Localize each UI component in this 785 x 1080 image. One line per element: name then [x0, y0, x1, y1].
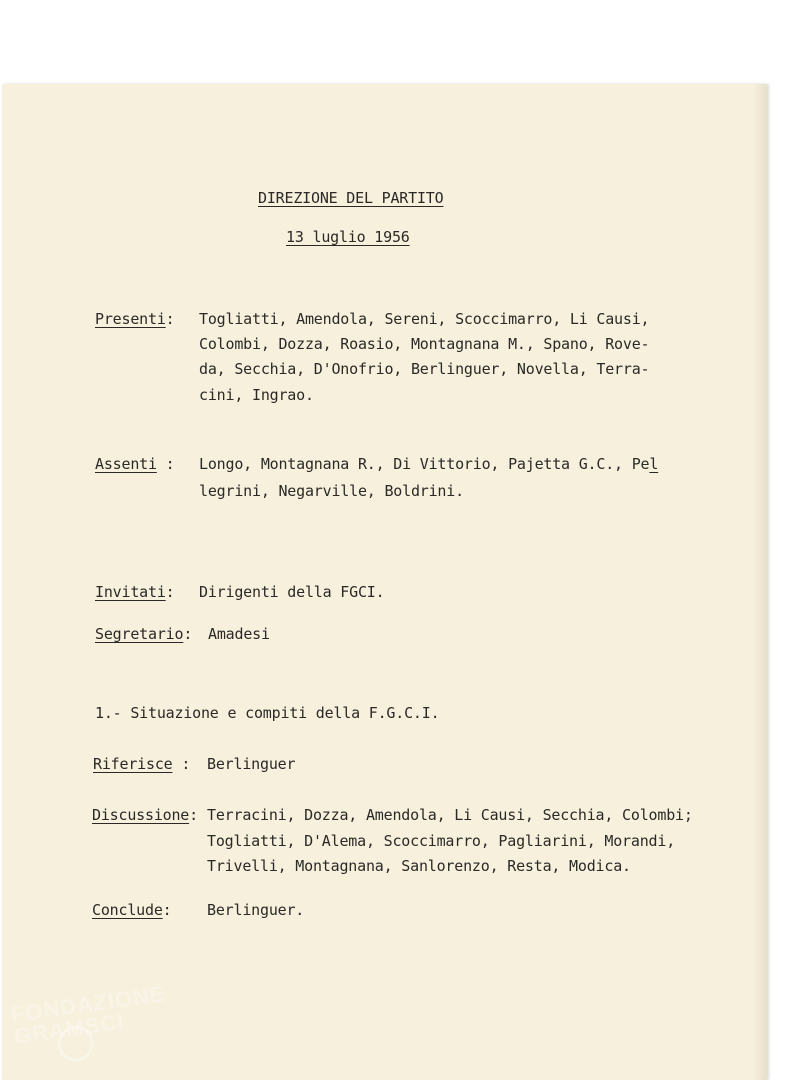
assenti-heading — [95, 455, 175, 473]
invitati-heading — [95, 583, 175, 601]
segretario-separator: : — [183, 625, 193, 643]
presenti-label: Presenti — [95, 310, 166, 328]
watermark-text: FONDAZIONE GRAMSCI — [9, 980, 167, 1049]
riferisce-heading — [93, 755, 190, 773]
conclude-label: Conclude — [92, 901, 163, 919]
presenti-heading — [95, 310, 175, 328]
assenti-line-1-underlined: l — [649, 455, 659, 473]
assenti-separator: : — [156, 455, 175, 473]
riferisce-separator: : — [172, 755, 191, 773]
presenti-line-1: Togliatti, Amendola, Sereni, Scoccimarro, Li Causi, — [199, 310, 650, 328]
discussione-line-2: Togliatti, D'Alema, Scoccimarro, Pagliarini, Morandi, — [207, 832, 676, 850]
discussione-line-1: Terracini, Dozza, Amendola, Li Causi, Secchia, Colombi; — [207, 806, 693, 824]
presenti-line-4: cini, Ingrao. — [199, 386, 314, 404]
document-date: 13 luglio 1956 — [286, 228, 410, 246]
conclude-text: Berlinguer. — [207, 901, 305, 919]
invitati-label: Invitati — [95, 583, 166, 601]
discussione-line-3: Trivelli, Montagnana, Sanlorenzo, Resta, Modica. — [207, 857, 631, 875]
agenda-item-1: 1.- Situazione e compiti della F.G.C.I. — [95, 704, 440, 722]
conclude-separator: : — [162, 901, 172, 919]
presenti-line-2: Colombi, Dozza, Roasio, Montagnana M., Spano, Rove- — [199, 335, 650, 353]
discussione-label: Discussione — [92, 806, 190, 824]
invitati-text: Dirigenti della FGCI. — [199, 583, 385, 601]
discussione-heading — [92, 806, 198, 824]
segretario-label: Segretario — [95, 625, 184, 643]
presenti-separator: : — [165, 310, 175, 328]
riferisce-text: Berlinguer — [207, 755, 296, 773]
presenti-line-3: da, Secchia, D'Onofrio, Berlinguer, Novella, Terra- — [199, 360, 650, 378]
assenti-line-1-main: Longo, Montagnana R., Di Vittorio, Pajetta G.C., Pe — [199, 455, 650, 473]
conclude-heading — [92, 901, 172, 919]
assenti-label: Assenti — [95, 455, 157, 473]
segretario-heading — [95, 625, 192, 643]
assenti-line-1 — [199, 455, 658, 473]
riferisce-label: Riferisce — [93, 755, 173, 773]
document-title: DIREZIONE DEL PARTITO — [258, 189, 444, 207]
invitati-separator: : — [165, 583, 175, 601]
discussione-separator: : — [189, 806, 198, 824]
assenti-line-2: legrini, Negarville, Boldrini. — [199, 482, 464, 500]
segretario-text: Amadesi — [208, 625, 270, 643]
